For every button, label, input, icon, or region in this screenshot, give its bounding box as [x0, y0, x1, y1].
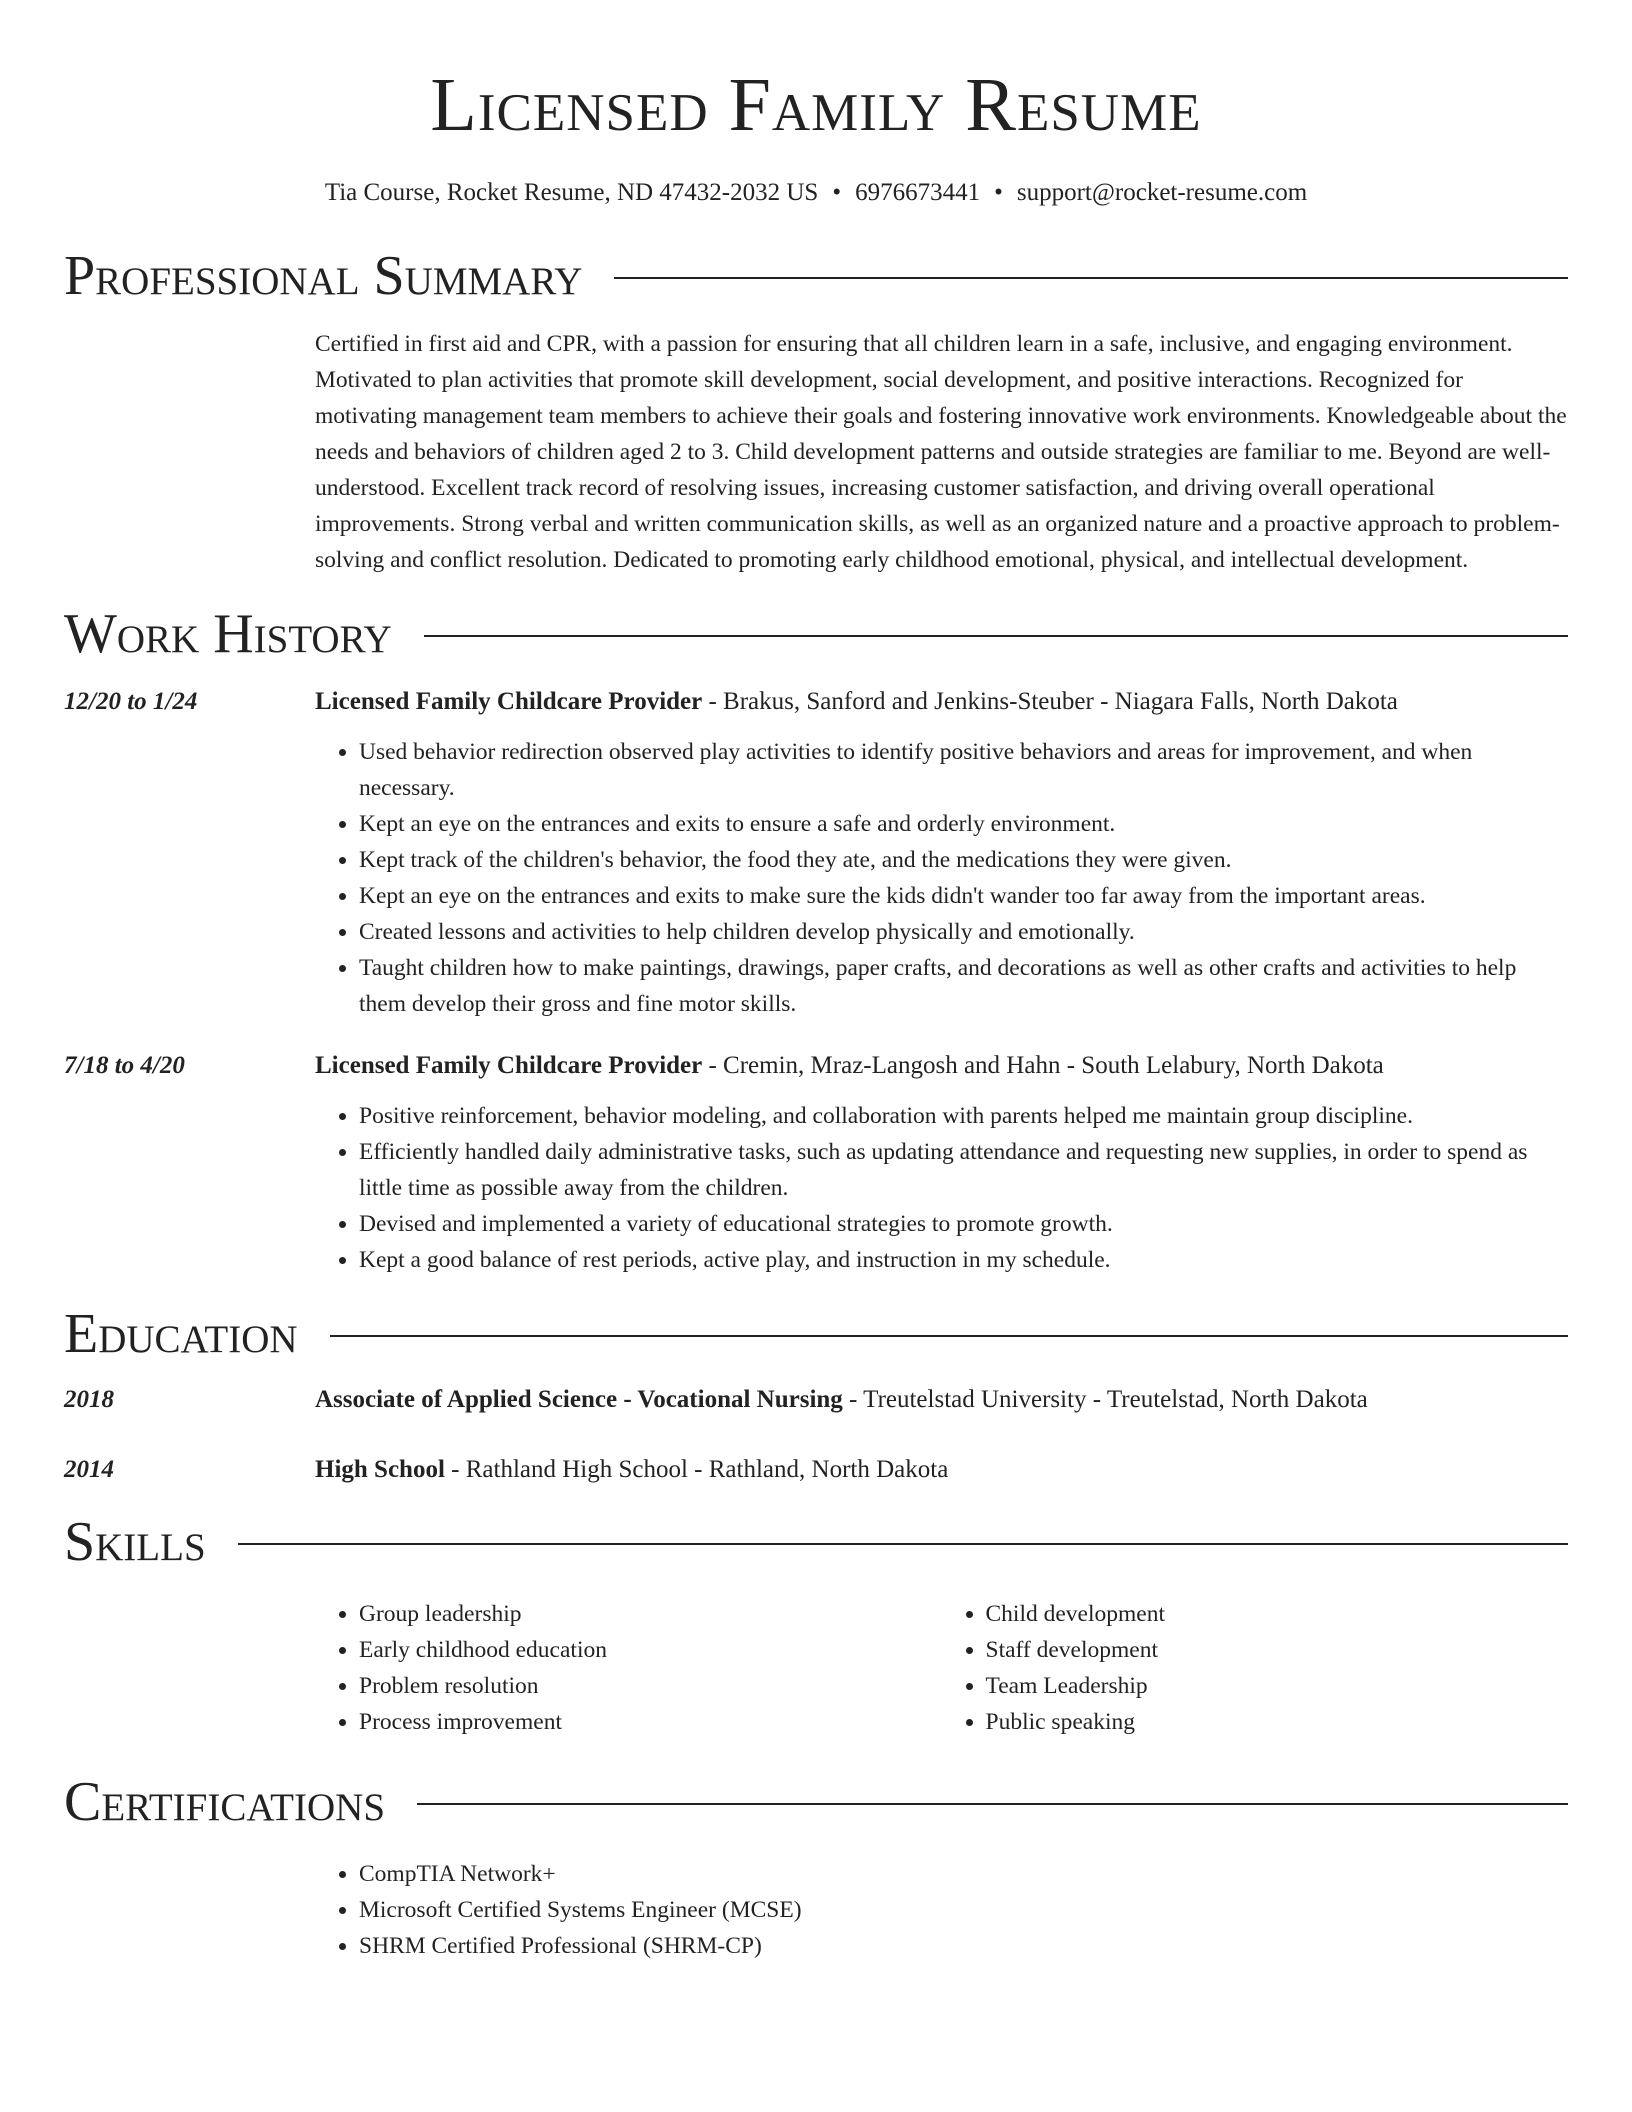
list-item: • Public speaking: [986, 1704, 1569, 1740]
list-item: • Group leadership: [359, 1596, 942, 1632]
education-entry: [64, 1452, 1568, 1488]
section-title: Skills: [64, 1511, 206, 1573]
list-item: • Taught children how to make paintings, drawings, paper crafts, and decorations as well as other crafts and activities to help them develop their gross and fine motor skills.: [359, 950, 1568, 1022]
education-school: - Rathland High School - Rathland, North Dakota: [444, 1456, 949, 1483]
job-title: Licensed Family Childcare Provider: [315, 1052, 703, 1079]
list-item: • Used behavior redirection observed play activities to identify positive behaviors and areas for improvement, and when necessary.: [359, 734, 1568, 806]
resume-title: Licensed Family Resume: [430, 63, 1202, 147]
section-divider: [424, 635, 1568, 637]
contact-address: Tia Course, Rocket Resume, ND 47432-2032 US: [324, 179, 819, 206]
education-date: 2018: [64, 1386, 114, 1413]
list-item: • Kept a good balance of rest periods, active play, and instruction in my schedule.: [359, 1242, 1568, 1278]
education-description: [315, 1452, 948, 1488]
skills-column-left: [315, 1596, 942, 1740]
section-header-work-history: [64, 598, 1568, 670]
section-divider: [614, 277, 1568, 279]
section-divider: [417, 1803, 1568, 1805]
section-header-education: [64, 1298, 1568, 1370]
job-date: 12/20 to 1/24: [64, 688, 198, 715]
list-item: • Team Leadership: [986, 1668, 1569, 1704]
section-title: Work History: [64, 603, 392, 665]
list-item: • CompTIA Network+: [359, 1856, 1568, 1892]
list-item: • Kept an eye on the entrances and exits to ensure a safe and orderly environment.: [359, 806, 1568, 842]
education-description: [315, 1382, 1368, 1418]
job-bullets: [315, 1098, 1568, 1278]
separator-dot: •: [832, 179, 842, 206]
contact-line: [64, 176, 1568, 210]
summary-text: Certified in first aid and CPR, with a passion for ensuring that all children learn in a safe, inclusive, and engaging environment. Motivated to plan activities that promote skill development, social development, and positive interactions. Recognized for motivating management team members to achieve their goals and fostering innovative work environments. Knowledgeable about the needs and behaviors of children aged 2 to 3. Child development patterns and outside strategies are familiar to me. Beyond are well-understood. Excellent track record of resolving issues, increasing customer satisfaction, and driving overall operational improvements. Strong verbal and written communication skills, as well as an organized nature and a proactive approach to problem-solving and conflict resolution. Dedicated to promoting early childhood emotional, physical, and intellectual development.: [315, 331, 1567, 573]
section-title: Professional Summary: [64, 245, 583, 307]
section-divider: [238, 1543, 1568, 1545]
certifications-list: [315, 1856, 1568, 1964]
education-degree: High School: [315, 1456, 445, 1483]
section-header-skills: [64, 1506, 1568, 1578]
contact-phone: 6976673441: [855, 179, 981, 206]
section-header-summary: [64, 240, 1568, 312]
list-item: • Devised and implemented a variety of educational strategies to promote growth.: [359, 1206, 1568, 1242]
section-divider: [330, 1335, 1568, 1337]
skills-column-right: [942, 1596, 1569, 1740]
separator-dot: •: [994, 179, 1003, 206]
contact-email: support@rocket-resume.com: [1016, 179, 1308, 206]
list-item: • Kept track of the children's behavior, the food they ate, and the medications they were given.: [359, 842, 1568, 878]
list-item: • SHRM Certified Professional (SHRM-CP): [359, 1928, 1568, 1964]
resume-page: [64, 0, 1568, 1964]
job-entry: [64, 1048, 1568, 1278]
skills-list: [315, 1596, 1568, 1740]
education-entry: [64, 1382, 1568, 1418]
list-item: • Efficiently handled daily administrative tasks, such as updating attendance and requesting new supplies, in order to spend as little time as possible away from the children.: [359, 1134, 1568, 1206]
list-item: • Child development: [986, 1596, 1569, 1632]
list-item: • Created lessons and activities to help children develop physically and emotionally.: [359, 914, 1568, 950]
education-school: - Treutelstad University - Treutelstad, North Dakota: [842, 1386, 1368, 1413]
job-employer: - Cremin, Mraz-Langosh and Hahn - South Lelabury, North Dakota: [702, 1052, 1384, 1079]
section-title: Education: [64, 1303, 298, 1365]
list-item: • Process improvement: [359, 1704, 942, 1740]
list-item: • Positive reinforcement, behavior modeling, and collaboration with parents helped me maintain group discipline.: [359, 1098, 1568, 1134]
list-item: • Microsoft Certified Systems Engineer (MCSE): [359, 1892, 1568, 1928]
job-header: [64, 1048, 1568, 1084]
education-degree: Associate of Applied Science - Vocational Nursing: [315, 1386, 843, 1413]
section-header-certifications: [64, 1766, 1568, 1838]
education-date: 2014: [64, 1456, 114, 1483]
job-date: 7/18 to 4/20: [64, 1052, 185, 1079]
job-description: [315, 684, 1398, 720]
list-item: • Early childhood education: [359, 1632, 942, 1668]
job-entry: [64, 684, 1568, 1022]
job-header: [64, 684, 1568, 720]
section-title: Certifications: [64, 1771, 386, 1833]
job-bullets: [315, 734, 1568, 1022]
list-item: • Problem resolution: [359, 1668, 942, 1704]
job-employer: - Brakus, Sanford and Jenkins-Steuber - Niagara Falls, North Dakota: [702, 688, 1398, 715]
list-item: • Staff development: [986, 1632, 1569, 1668]
job-title: Licensed Family Childcare Provider: [315, 688, 703, 715]
job-description: [315, 1048, 1384, 1084]
list-item: • Kept an eye on the entrances and exits to make sure the kids didn't wander too far away from the important areas.: [359, 878, 1568, 914]
